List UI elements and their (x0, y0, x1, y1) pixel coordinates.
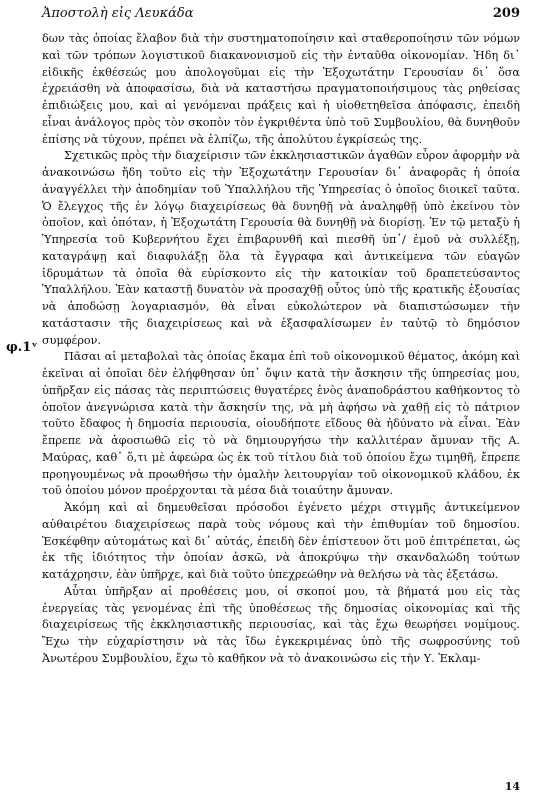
signature-number: 14 (504, 780, 520, 793)
running-head (42, 6, 520, 26)
margin-folio-note: φ.1ᵛ (6, 340, 38, 355)
page-number: 209 (492, 6, 520, 21)
paragraph-4: Ἀκόμη καὶ αἱ δημευθεῖσαι πρόσοδοι ἐγένετο μέχρι στιγμῆς ἀντικείμενον αὐθαιρέτου διαχειρίσεως παρὰ τοὺς νόμους καὶ τὴν ἐπιθυμίαν τοῦ δημοσίου. Ἐσκέφθην αὐτομάτως καὶ δι᾽ αὐτάς, ἐπειδὴ δὲν ἐπίστευον ὅτι μοῦ ἐπιτρέπεται, ὡς ἐκ τῆς ἰδιότητος τὴν ὁποίαν ἀσκῶ, νὰ ἀποκρύψω τὴν σκανδαλώδη τούτων κατάχρησιν, ἐὰν ὑπῆρχε, καὶ διὰ τοῦτο ὑπεχρεώθην νὰ θελήσω νὰ τὰς ἐξετάσω. (42, 501, 520, 581)
paragraph-5: Αὗται ὑπῆρξαν αἱ προθέσεις μου, οἱ σκοποί μου, τὰ βήματά μου εἰς τὰς ἐνεργείας τὰς γενομένας ἐπὶ τῆς ὑποθέσεως τῆς δημοσίας οἰκονομίας καὶ τῆς διαχειρίσεως τῆς ἐκκλησιαστικῆς περιουσίας, καὶ τὰς ἔχω θεωρήσει νομίμους. Ἔχω τὴν εὐχαρίστησιν νὰ τὰς ἴδω ἐγκεκριμένας ὑπὸ τῆς σωφροσύνης τοῦ Ἀνωτέρου Συμβουλίου, ἔχω τὸ καθῆκον νὰ τὸ ἀνακοινώσω εἰς τὴν Υ. Ἐκλαμ- (42, 584, 520, 665)
paragraph-1: δων τὰς ὁποίας ἔλαβον διὰ τὴν συστηματοποίησιν καὶ σταθεροποίησιν τῶν νόμων καὶ τῶν τρόπων λογιστικοῦ διακανονισμοῦ εἰς τὴν ἐνταῦθα οἰκονομίαν. Ἠδη δι᾽ εἰδικῆς ἐκθέσεώς μου ἀπολογοῦμαι εἰς τὴν Ἐξοχωτάτην Γερουσίαν δι᾽ ὅσα ἐχρειάσθη νὰ ἀποφασίσω, διὰ νὰ καταστήσω πραγματοποιήσιμους τὰς ρηθείσας ἐπιδιώξεις μου, καὶ αἱ γενόμεναι πράξεις καὶ ἡ υἱοθετηθεῖσα ἀπόφασις, ἐπειδὴ εἶναι ἀνάλογος πρὸς τὸν σκοπὸν τὸν ἐγκριθέντα ὑπὸ τοῦ Συμβουλίου, θὰ δυνηθοῦν ἐπίσης νὰ τύχουν, πρέπει νὰ ἐλπίζω, τῆς ἀπολύτου ἐγκρίσεώς της. (42, 32, 520, 146)
running-head-title: Ἀποστολὴ εἰς Λευκάδα (42, 6, 194, 21)
body-text (42, 31, 520, 668)
paragraph-3: Πᾶσαι αἱ μεταβολαὶ τὰς ὁποίας ἔκαμα ἐπὶ τοῦ οἰκονομικοῦ θέματος, ἀκόμη καὶ ἐκεῖναι αἱ ὁποῖαι δὲν ἐλήφθησαν ὑπ᾽ ὄψιν κατὰ τὴν ἄσκησιν τῆς ὑπηρεσίας μου, ὑπῆρξαν εἰς πάσας τὰς περιπτώσεις θυγατέρες ἑνὸς ἀναποδράστου καθήκοντος τὸ ὁποῖον ἀνεγνώρισα κατὰ τὴν ἄσκησίν της, νὰ μὴ ἀφήσω νὰ χαθῇ εἰς τὸ πάτριον τοῦτο ἔδαφος ἡ δημοσία περιουσία, οἱουδήποτε εἴδους θὰ ἠδύνατο νὰ εἶναι. Ἐὰν ἔπρεπε νὰ ἀφοσιωθῶ εἰς τὸ νὰ δημιουργήσω τὴν καλλιτέραν ἄμυναν τῆς Α. Μαύρας, καθ᾽ ὅ,τι μὲ ἀφεώρα ὡς ἐκ τοῦ τίτλου διὰ τοῦ ὁποίου ἔχω τιμηθῆ, ἔπρεπε προηγουμένως νὰ προωθήσω τὴν ὁμαλὴν λειτουργίαν τοῦ οἰκονομικοῦ κλάδου, ἐκ τοῦ ὁποίου μόνον προέρχονται τὰ μέσα διὰ τοιαύτην ἄμυναν. (42, 350, 520, 498)
paragraph-2: Σχετικῶς πρὸς τὴν διαχείρισιν τῶν ἐκκλησιαστικῶν ἀγαθῶν εὗρον ἀφορμὴν νὰ ἀνακοινώσω ἤδη τοῦτο εἰς τὴν Ἐξοχωτάτην Γερουσίαν δι᾽ ἀναφορᾶς ἡ ὁποία ἀναγγέλλει τὴν ἀποδημίαν τοῦ Ὑπαλλήλου τῆς Ὑπηρεσίας ὁ ὁποῖος διοικεῖ ταῦτα. Ὁ ἔλεγχος τῆς ἐν λόγῳ διαχειρίσεως θὰ δυνηθῇ νὰ ἀναληφθῇ ὑπὸ ἐκείνου τὸν ὁποῖον, καὶ ὁπόταν, ἡ Ἐξοχωτάτη Γερουσία θὰ δυνηθῇ νὰ διορίσῃ. Ἐν τῷ μεταξὺ ἡ Ὑπηρεσία τοῦ Κυβερνήτου ἔχει ἐπιβαρυνθῆ καὶ πιεσθῆ ὑπ᾽/ ἐμοῦ νὰ συλλέξῃ, καταγράψῃ καὶ διαφυλάξῃ ὅλα τὰ ἔγγραφα καὶ ἀντικείμενα τῶν εὐαγῶν ἱδρυμάτων τὰ ὁποῖα θὰ εὑρίσκοντο εἰς τὴν κατοικίαν τοῦ δραπετεύσαντος Ὑπαλλήλου. Ἐὰν καταστῇ δυνατὸν νὰ προσαχθῇ οὗτος ὑπὸ τῆς κρατικῆς ἐξουσίας νὰ ἀποδώσῃ λογαριασμόν, θὰ εἶναι εὐκολώτερον νὰ διαπιστώσωμεν τὴν κατάστασιν τῆς διαχειρίσεως καὶ νὰ ἐξασφαλίσωμεν ἐν ταὐτῷ τὸ δημόσιον συμφέρον. (42, 149, 520, 347)
